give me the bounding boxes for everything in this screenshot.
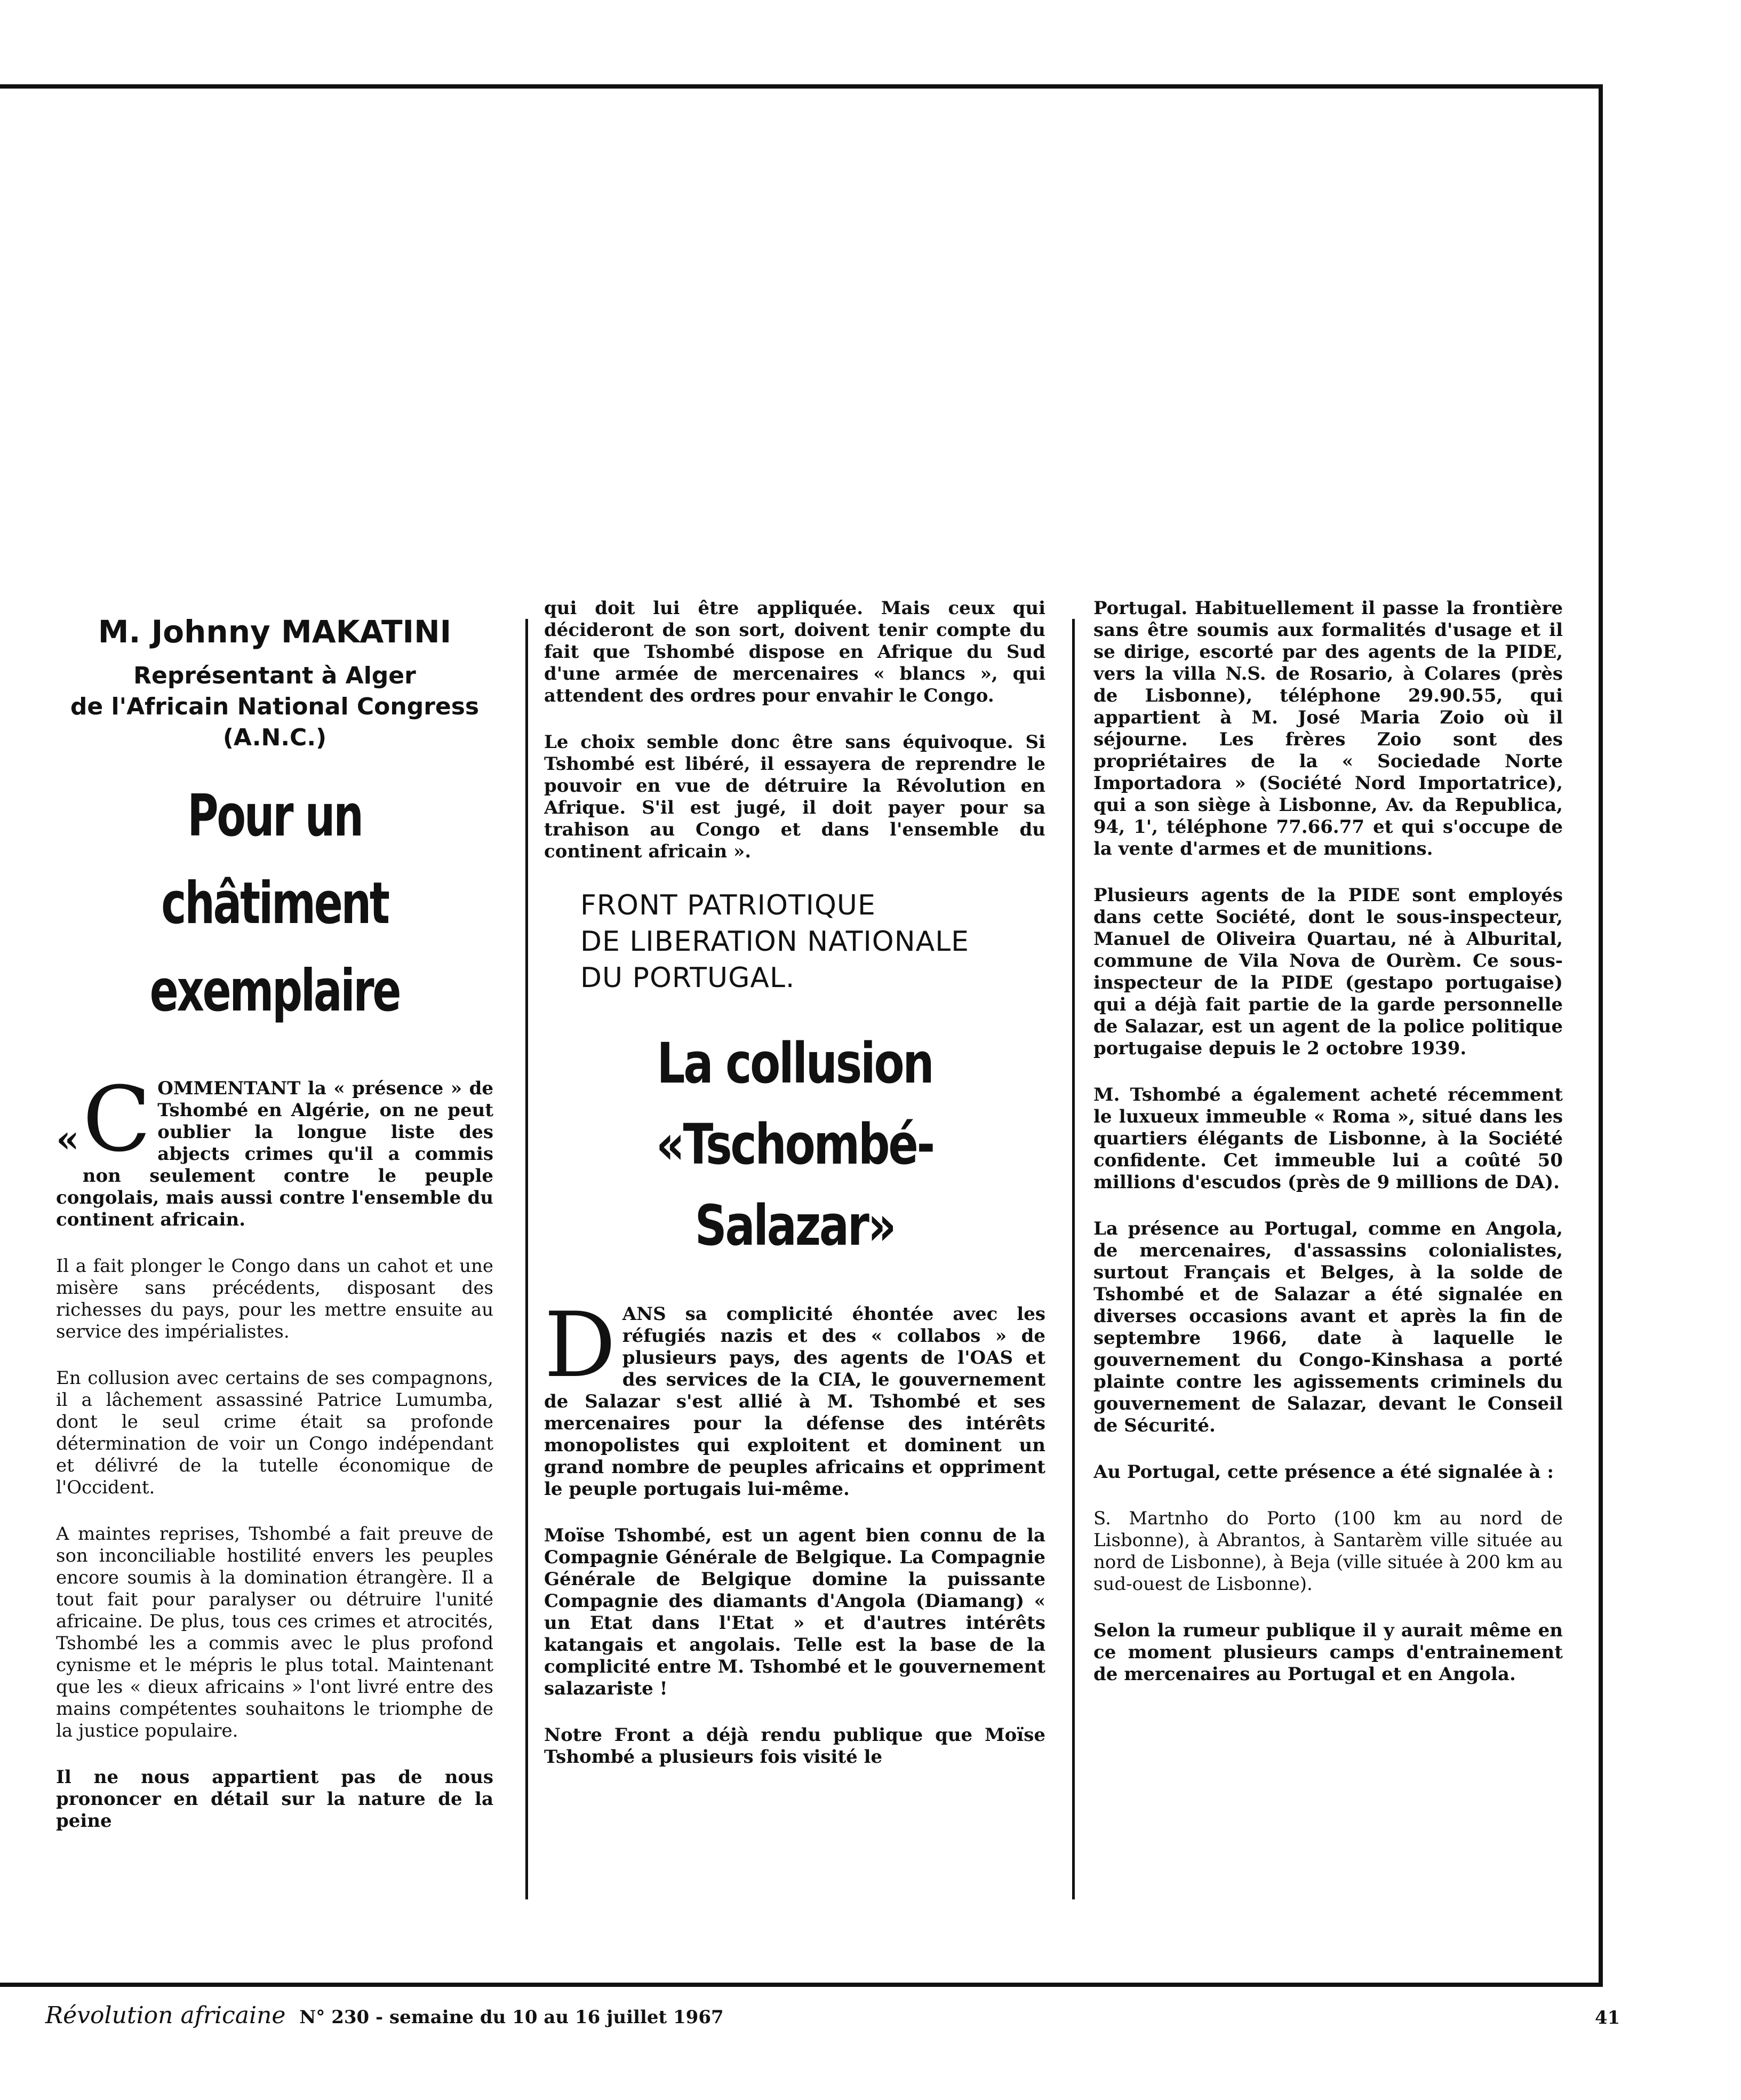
author-role-3: (A.N.C.) — [222, 724, 327, 751]
author-role-2: de l'Africain National Congress — [70, 693, 480, 720]
article-headline-1 — [95, 773, 454, 1035]
drop-cap-2: D — [544, 1293, 616, 1397]
headline2-line-2: «Tschombé-Salazar» — [656, 1112, 933, 1258]
col2-paragraph-1: qui doit lui être appliquée. Mais ceux qui décideront de son sort, doivent tenir compte du fait que Tshombé dispose en Afrique du Sud d'une armée de mercenaires « blancs », qui attendent des ordres pour envahir le Congo. — [544, 598, 1045, 706]
section-kicker — [580, 887, 1045, 996]
author-name: M. Johnny MAKATINI — [98, 614, 452, 650]
col2-paragraph-3-text: ANS sa complicité éhontée avec les réfugiés nazis et des « collabos » de plusieurs pays, des agents de l'OAS et des services de la CIA, le gouvernement de Salazar s'est allié à M. Tshombé et ses mercenaires pour la défense des intérêts monopolistes qui exploitent et dominent un grand nombre de peuples africains et oppriment le peuple portugais lui-même. — [544, 1303, 1045, 1500]
drop-cap: C — [82, 1067, 151, 1172]
column-1 — [56, 598, 493, 1899]
masthead-logo: Révolution africaine — [45, 2002, 286, 2029]
kicker-line-2: DE LIBERATION NATIONALE — [580, 926, 970, 958]
paragraph-3: En collusion avec certains de ses compagnons, il a lâchement assassiné Patrice Lumumba, dont le seul crime était sa profonde détermination de voir un Congo indépendant et délivré de la tutelle économique de l'Occident. — [56, 1367, 493, 1498]
page-footer — [45, 2002, 724, 2029]
column-3 — [1093, 598, 1563, 1899]
col3-paragraph-7: Selon la rumeur publique il y aurait même en ce moment plusieurs camps d'entrainement de mercenaires au Portugal et en Angola. — [1093, 1620, 1563, 1685]
open-quote: « — [56, 1117, 79, 1161]
col2-paragraph-2: Le choix semble donc être sans équivoque. Si Tshombé est libéré, il essayera de reprendre le pouvoir en vue de détruire la Révolution en Afrique. S'il est jugé, il doit payer pour sa trahison au Congo et dans l'ensemble du continent africain ». — [544, 731, 1045, 862]
author-role-1: Représentant à Alger — [133, 662, 416, 689]
col3-paragraph-3: M. Tshombé a également acheté récemment le luxueux immeuble « Roma », situé dans les quartiers élégants de Lisbonne, à la Société confidente. Cet immeuble lui a coûté 50 millions d'escudos (près de 9 millions de DA). — [1093, 1084, 1563, 1193]
col2-paragraph-4: Moïse Tshombé, est un agent bien connu de la Compagnie Générale de Belgique. La Compagnie Générale de Belgique domine la puissante Compagnie des diamants d'Angola (Diamang) « un Etat dans l'Etat » et d'autres intérêts katangais et angolais. Telle est la base de la complicité entre M. Tshombé et le gouvernement salazariste ! — [544, 1525, 1045, 1699]
col3-paragraph-5: Au Portugal, cette présence a été signalée à : — [1093, 1461, 1554, 1483]
paragraph-4: A maintes reprises, Tshombé a fait preuve de son inconciliable hostilité envers les peuples encore soumis à la domination étrangère. Il a tout fait pour paralyser ou détruire l'unité africaine. De plus, tous ces crimes et atrocités, Tshombé les a commis avec le plus profond cynisme et le mépris le plus total. Maintenant que les « dieux africains » l'ont livré entre des mains compétentes souhaitons le triomphe de la justice populaire. — [56, 1523, 493, 1741]
headline-line-3: exemplaire — [149, 958, 400, 1024]
paragraph-1-text: OMMENTANT la « présence » de Tshombé en Algérie, on ne peut oublier la longue liste des abjects crimes qu'il a commis non seulement contre le peuple congolais, mais aussi contre l'ensemble du continent africain. — [56, 1078, 493, 1230]
kicker-line-1: FRONT PATRIOTIQUE — [580, 889, 876, 921]
paragraph-5: Il ne nous appartient pas de nous prononcer en détail sur la nature de la peine — [56, 1767, 493, 1832]
column-rule-2 — [1072, 619, 1075, 1899]
col2-paragraph-3 — [544, 1293, 1045, 1500]
page-number: 41 — [1595, 2007, 1620, 2029]
headline-line-2: châtiment — [161, 870, 388, 937]
col2-paragraph-5: Notre Front a déjà rendu publique que Moïse Tshombé a plusieurs fois visité le — [544, 1724, 1045, 1768]
issue-info: N° 230 - semaine du 10 au 16 juillet 1967 — [299, 2007, 724, 2028]
col3-paragraph-4: La présence au Portugal, comme en Angola, de mercenaires, d'assassins colonialistes, surtout Français et Belges, à la solde de Tshombé et de Salazar a été signalée en diverses occasions avant et après la fin de septembre 1966, date à laquelle le gouvernement du Congo-Kinshasa a porté plainte contre les agissements criminels du gouvernement de Salazar, devant le Conseil de Sécurité. — [1093, 1218, 1563, 1436]
column-2 — [544, 598, 1045, 1899]
kicker-line-3: DU PORTUGAL. — [580, 962, 795, 994]
col3-paragraph-2: Plusieurs agents de la PIDE sont employés dans cette Société, dont le sous-inspecteur, Manuel de Oliveira Quartau, né à Alburital, commune de Vila Nova de Ourèm. Ce sous-inspecteur de la PIDE (gestapo portugaise) qui a déjà fait partie de la garde personnelle de Salazar, est un agent de la police politique portugaise depuis le 2 octobre 1939. — [1093, 885, 1563, 1059]
col3-paragraph-6: S. Martnho do Porto (100 km au nord de Lisbonne), à Abrantos, à Santarèm ville située au nord de Lisbonne), à Beja (ville située à 200 km au sud-ouest de Lisbonne). — [1093, 1508, 1563, 1595]
col3-paragraph-1: Portugal. Habituellement il passe la frontière sans être soumis aux formalités d'usage et il se dirige, escorté par des agents de la PIDE, vers la villa N.S. de Rosario, à Colares (près de Lisbonne), téléphone 29.90.55, qui appartient à M. José Maria Zoio où il séjourne. Les frères Zoio sont des propriétaires de la « Sociedade Norte Importadora » (Société Nord Importatrice), qui a son siège à Lisbonne, Av. da Republica, 94, 1', téléphone 77.66.77 et qui s'occupe de la vente d'armes et de munitions. — [1093, 598, 1563, 860]
headline-line-1: Pour un — [187, 783, 362, 849]
column-rule-1 — [525, 619, 528, 1899]
headline2-line-1: La collusion — [657, 1031, 933, 1096]
article-headline-2 — [594, 1023, 995, 1266]
paragraph-2: Il a fait plonger le Congo dans un cahot et une misère sans précédents, disposant des richesses du pays, pour les mettre ensuite au service des impérialistes. — [56, 1255, 493, 1342]
paragraph-1 — [56, 1067, 493, 1231]
